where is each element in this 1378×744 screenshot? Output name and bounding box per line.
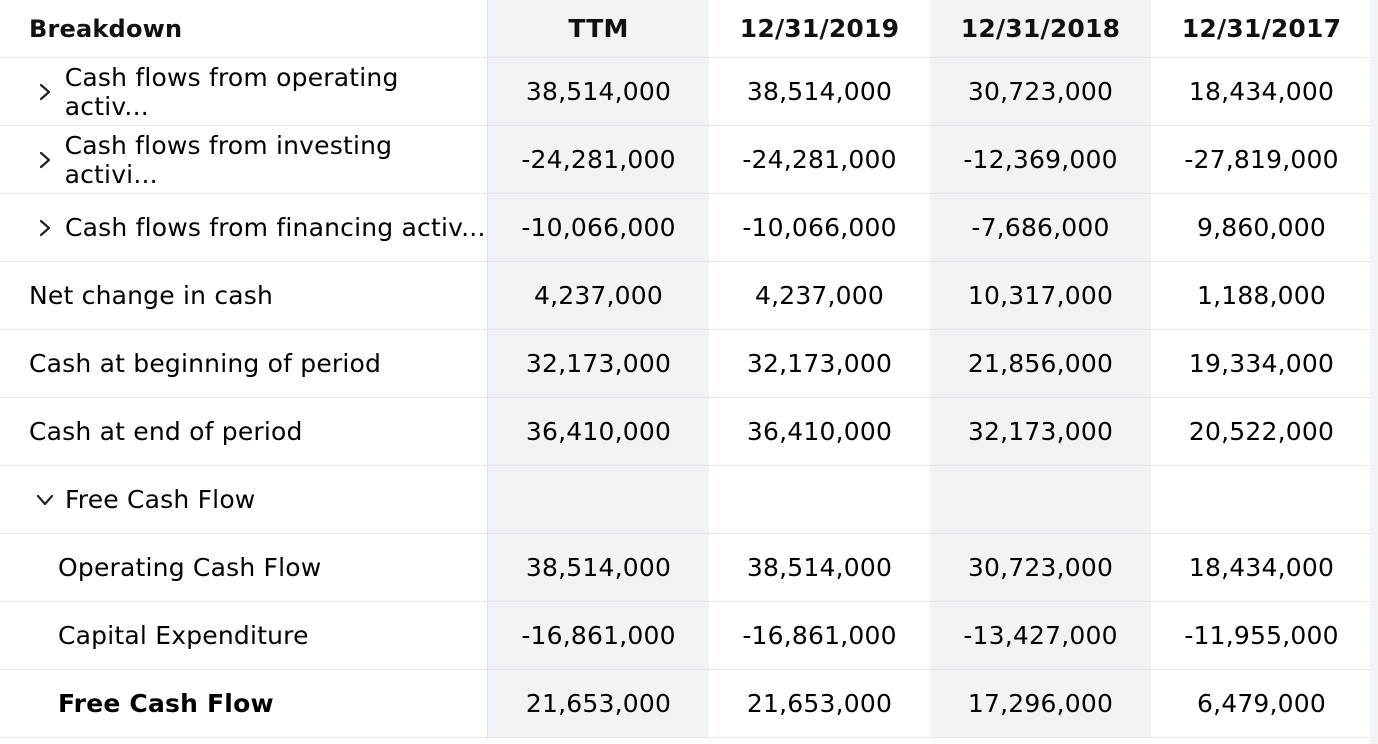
value-ttm: 4,237,000 xyxy=(488,262,709,329)
value-2019: 4,237,000 xyxy=(709,262,930,329)
value-2018: 30,723,000 xyxy=(930,534,1151,601)
value-2018: -7,686,000 xyxy=(930,194,1151,261)
value-2017: 1,188,000 xyxy=(1151,262,1372,329)
value-2017 xyxy=(1151,466,1372,533)
value-2019: -16,861,000 xyxy=(709,602,930,669)
value-2019: -10,066,000 xyxy=(709,194,930,261)
row-label: Cash flows from operating activ... xyxy=(64,62,399,121)
row-label-cell[interactable] xyxy=(0,466,488,533)
value-ttm: 38,514,000 xyxy=(488,534,709,601)
value-ttm: 32,173,000 xyxy=(488,330,709,397)
value-2017: 18,434,000 xyxy=(1151,58,1372,125)
table-row-free-cash-flow xyxy=(0,670,1378,738)
row-label-cell[interactable] xyxy=(0,194,488,261)
value-2018: 10,317,000 xyxy=(930,262,1151,329)
value-2018 xyxy=(930,466,1151,533)
table-row-investing-activities xyxy=(0,126,1378,194)
value-2017: -27,819,000 xyxy=(1151,126,1372,193)
row-label: Free Cash Flow xyxy=(65,485,256,514)
value-ttm: -24,281,000 xyxy=(488,126,709,193)
row-label-cell[interactable] xyxy=(0,58,488,125)
value-2017: -11,955,000 xyxy=(1151,602,1372,669)
row-label: Cash at end of period xyxy=(0,398,488,465)
value-2019: 32,173,000 xyxy=(709,330,930,397)
chevron-down-icon[interactable] xyxy=(31,486,59,514)
header-ttm: TTM xyxy=(488,0,709,57)
row-label: Operating Cash Flow xyxy=(0,534,488,601)
value-2017: 6,479,000 xyxy=(1151,670,1372,737)
table-row-capital-expenditure xyxy=(0,602,1378,670)
value-2018: 32,173,000 xyxy=(930,398,1151,465)
value-2018: 30,723,000 xyxy=(930,58,1151,125)
header-2017: 12/31/2017 xyxy=(1151,0,1372,57)
value-2019: 36,410,000 xyxy=(709,398,930,465)
value-2017: 20,522,000 xyxy=(1151,398,1372,465)
table-row-operating-activities xyxy=(0,58,1378,126)
row-label: Free Cash Flow xyxy=(0,670,488,737)
chevron-right-icon[interactable] xyxy=(31,146,59,174)
table-row-cash-beginning xyxy=(0,330,1378,398)
value-2019: 38,514,000 xyxy=(709,58,930,125)
value-ttm: -16,861,000 xyxy=(488,602,709,669)
row-label-cell[interactable] xyxy=(0,126,488,193)
table-row-cash-end xyxy=(0,398,1378,466)
value-ttm: 38,514,000 xyxy=(488,58,709,125)
header-breakdown: Breakdown xyxy=(0,0,488,57)
value-ttm: 21,653,000 xyxy=(488,670,709,737)
value-2018: -12,369,000 xyxy=(930,126,1151,193)
value-2019: 38,514,000 xyxy=(709,534,930,601)
scroll-edge xyxy=(1370,0,1378,744)
value-2019 xyxy=(709,466,930,533)
chevron-right-icon[interactable] xyxy=(31,78,59,106)
row-label: Capital Expenditure xyxy=(0,602,488,669)
value-2017: 19,334,000 xyxy=(1151,330,1372,397)
table-row-free-cash-flow-group xyxy=(0,466,1378,534)
value-ttm: -10,066,000 xyxy=(488,194,709,261)
header-2018: 12/31/2018 xyxy=(930,0,1151,57)
table-header xyxy=(0,0,1378,58)
row-label: Cash flows from financing activ... xyxy=(65,213,486,242)
table-row-financing-activities xyxy=(0,194,1378,262)
value-ttm xyxy=(488,466,709,533)
value-2018: -13,427,000 xyxy=(930,602,1151,669)
table-row-operating-cash-flow xyxy=(0,534,1378,602)
value-ttm: 36,410,000 xyxy=(488,398,709,465)
value-2017: 18,434,000 xyxy=(1151,534,1372,601)
chevron-right-icon[interactable] xyxy=(31,214,59,242)
value-2018: 17,296,000 xyxy=(930,670,1151,737)
value-2019: -24,281,000 xyxy=(709,126,930,193)
table-row-net-change-in-cash xyxy=(0,262,1378,330)
row-label: Net change in cash xyxy=(0,262,488,329)
value-2018: 21,856,000 xyxy=(930,330,1151,397)
value-2017: 9,860,000 xyxy=(1151,194,1372,261)
row-label: Cash flows from investing activi... xyxy=(64,130,393,189)
row-label: Cash at beginning of period xyxy=(0,330,488,397)
header-2019: 12/31/2019 xyxy=(709,0,930,57)
value-2019: 21,653,000 xyxy=(709,670,930,737)
